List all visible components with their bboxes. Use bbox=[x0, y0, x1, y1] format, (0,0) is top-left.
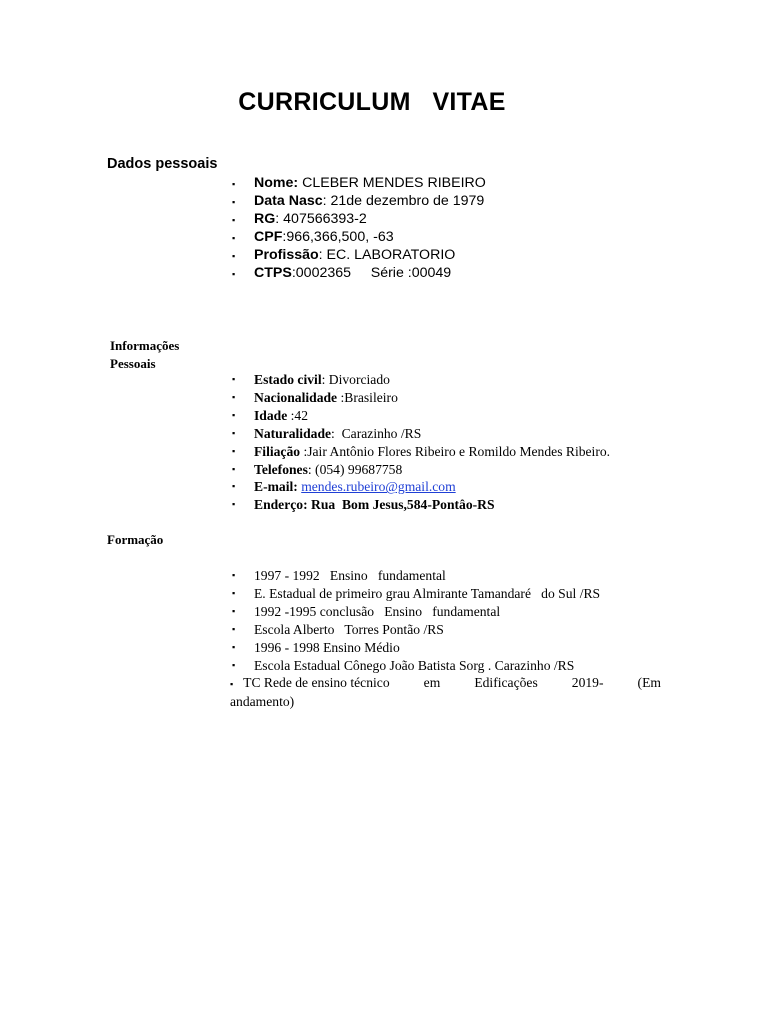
field-value: :966,366,500, -63 bbox=[282, 229, 394, 245]
list-item-rg bbox=[232, 210, 486, 228]
field-value: : (054) 99687758 bbox=[307, 461, 403, 477]
list-item bbox=[232, 585, 601, 603]
field-label: E-mail: bbox=[254, 479, 298, 495]
bullet-icon: ▪ bbox=[232, 659, 236, 670]
list-item-ctps bbox=[232, 264, 486, 282]
list-item-nacionalidade bbox=[232, 389, 610, 407]
bullet-icon: ▪ bbox=[232, 605, 236, 616]
word: Edificações bbox=[474, 675, 538, 690]
field-value: : 21de dezembro de 1979 bbox=[322, 193, 485, 209]
field-label: Nacionalidade bbox=[254, 389, 338, 405]
bullet-icon: ▪ bbox=[232, 179, 236, 189]
list-item-telefones bbox=[232, 461, 610, 479]
bullet-icon: ▪ bbox=[232, 197, 236, 207]
field-label: Profissão bbox=[254, 247, 319, 263]
formacao-list bbox=[232, 567, 601, 674]
bullet-icon: ▪ bbox=[232, 587, 236, 598]
list-item-endereco bbox=[232, 496, 610, 514]
field-value: :Jair Antônio Flores Ribeiro e Romildo Mendes Ribeiro. bbox=[300, 443, 611, 459]
address-text: Enderço: Rua Bom Jesus,584-Pontâo-RS bbox=[254, 497, 495, 513]
word: TC Rede de ensino técnico bbox=[243, 675, 390, 690]
informacoes-pessoais-list bbox=[232, 371, 611, 514]
bullet-icon: ▪ bbox=[232, 409, 236, 420]
heading-line: Informações bbox=[110, 338, 180, 353]
first-word-group bbox=[230, 674, 390, 693]
bullet-icon: ▪ bbox=[232, 233, 236, 243]
list-item bbox=[232, 567, 600, 585]
field-label: Idade bbox=[254, 407, 288, 423]
bullet-icon: ▪ bbox=[232, 427, 236, 438]
list-item-tc-rede bbox=[230, 674, 661, 711]
bullet-icon: ▪ bbox=[232, 269, 236, 279]
bullet-icon: ▪ bbox=[232, 463, 236, 474]
bullet-icon: ▪ bbox=[232, 391, 236, 402]
bullet-icon: ▪ bbox=[232, 251, 236, 261]
field-value: : EC. LABORATORIO bbox=[318, 247, 456, 263]
field-label: Data Nasc bbox=[254, 193, 323, 209]
bullet-icon: ▪ bbox=[232, 570, 236, 580]
field-label: CTPS bbox=[254, 265, 292, 281]
item-text: 1996 - 1998 Ensino Médio bbox=[254, 639, 400, 655]
bullet-icon: ▪ bbox=[232, 641, 236, 652]
word: (Em bbox=[637, 675, 661, 690]
word: em bbox=[423, 675, 441, 690]
list-item bbox=[232, 639, 600, 657]
bullet-icon: ▪ bbox=[232, 445, 236, 456]
list-item bbox=[232, 603, 600, 621]
list-item-naturalidade bbox=[232, 425, 610, 443]
list-item-filiacao bbox=[232, 443, 611, 461]
email-link[interactable]: mendes.rubeiro@gmail.com bbox=[301, 479, 456, 495]
list-item bbox=[232, 621, 600, 639]
field-value: :0002365 Série :00049 bbox=[291, 265, 452, 281]
item-text: Escola Alberto Torres Pontão /RS bbox=[254, 621, 444, 637]
field-label: Telefones bbox=[254, 461, 308, 477]
list-item-data-nasc bbox=[232, 192, 486, 210]
list-item-profissao bbox=[232, 246, 486, 264]
field-value: : Carazinho /RS bbox=[331, 425, 422, 441]
item-text: E. Estadual de primeiro grau Almirante Tamandaré do Sul /RS bbox=[254, 585, 601, 601]
field-value: : Divorciado bbox=[321, 372, 390, 387]
heading-line: Pessoais bbox=[110, 356, 156, 371]
continuation-line: andamento) bbox=[230, 694, 295, 709]
bullet-icon: ▪ bbox=[232, 215, 236, 225]
list-item bbox=[232, 657, 600, 675]
section-heading-informacoes-pessoais bbox=[110, 337, 179, 373]
field-label: CPF bbox=[254, 229, 283, 245]
field-value: : 407566393-2 bbox=[275, 211, 367, 227]
field-value: :42 bbox=[287, 407, 309, 423]
word: 2019- bbox=[571, 675, 604, 690]
field-label: Estado civil bbox=[254, 372, 322, 387]
section-heading-dados-pessoais: Dados pessoais bbox=[107, 156, 218, 172]
item-text: 1992 -1995 conclusão Ensino fundamental bbox=[254, 603, 501, 619]
field-value: CLEBER MENDES RIBEIRO bbox=[298, 175, 486, 191]
item-text: Escola Estadual Cônego João Batista Sorg . Carazinho /RS bbox=[254, 657, 575, 673]
list-item-estado-civil bbox=[232, 371, 610, 389]
bullet-icon: ▪ bbox=[230, 679, 234, 689]
field-label: Naturalidade bbox=[254, 425, 332, 441]
bullet-icon: ▪ bbox=[232, 481, 236, 492]
field-label: RG bbox=[254, 211, 276, 227]
bullet-icon: ▪ bbox=[232, 623, 236, 634]
bullet-icon: ▪ bbox=[232, 499, 236, 510]
section-heading-formacao: Formação bbox=[107, 532, 164, 547]
list-item-cpf bbox=[232, 228, 486, 246]
document-title: CURRICULUM VITAE bbox=[238, 88, 506, 116]
field-label: Filiação bbox=[254, 443, 301, 459]
list-item-nome bbox=[232, 174, 486, 192]
field-label: Nome: bbox=[254, 175, 299, 191]
bullet-icon: ▪ bbox=[232, 374, 236, 384]
item-text: 1997 - 1992 Ensino fundamental bbox=[254, 568, 446, 583]
list-item-email bbox=[232, 478, 610, 496]
dados-pessoais-list bbox=[232, 174, 486, 282]
field-value: :Brasileiro bbox=[337, 389, 398, 405]
list-item-idade bbox=[232, 407, 610, 425]
justified-line bbox=[230, 674, 661, 693]
